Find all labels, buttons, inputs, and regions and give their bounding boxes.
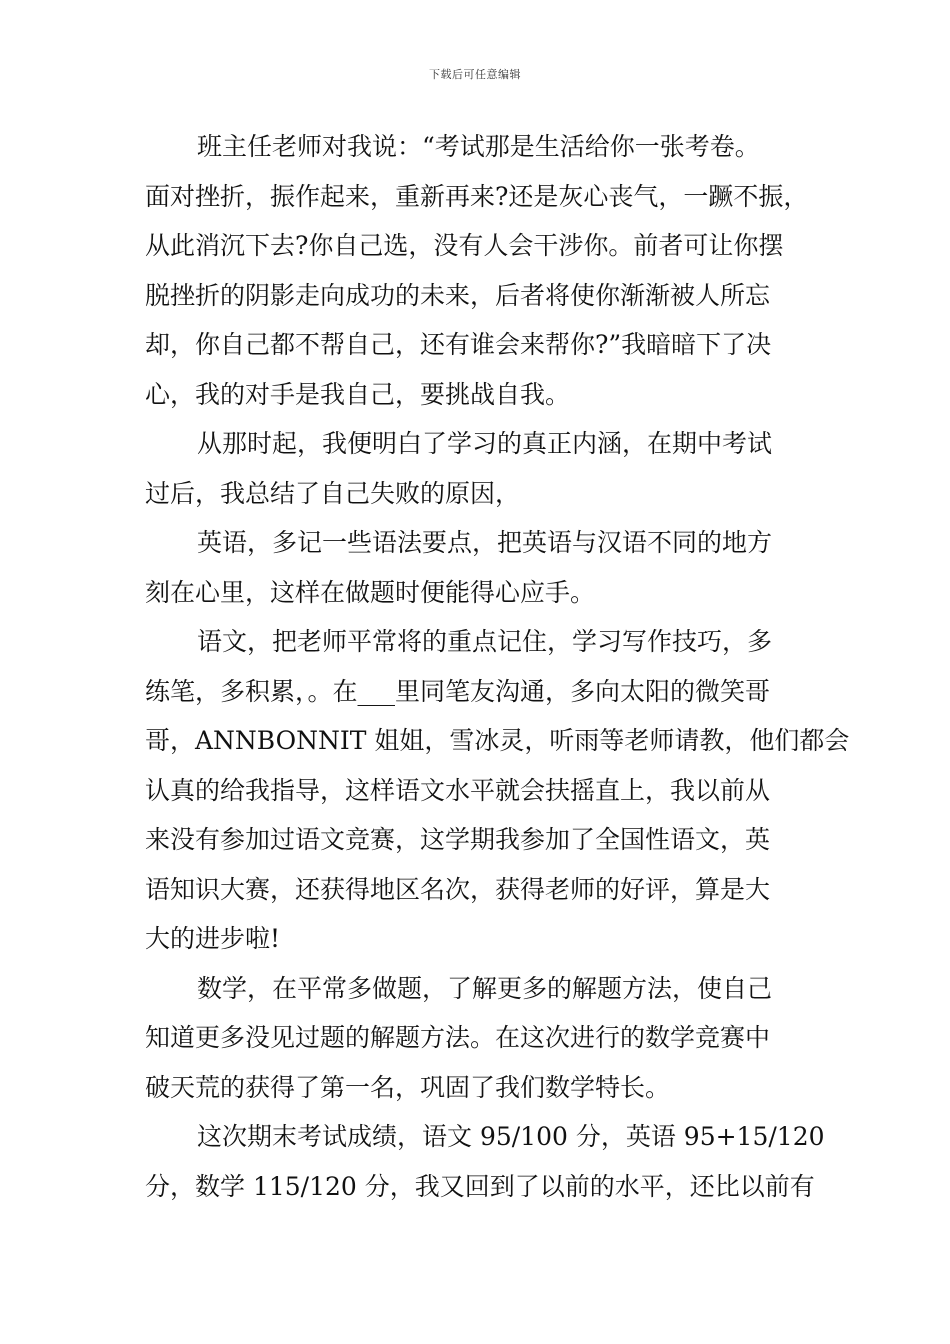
text-line: 过后，我总结了自己失败的原因， [145,478,521,508]
text-line: 知道更多没见过题的解题方法。在这次进行的数学竞赛中 [145,1023,771,1052]
text-line: 哥，ANNBONNIT 姐姐，雪冰灵，听雨等老师请教，他们都会 [145,726,850,755]
text-line: 语知识大赛，还获得地区名次，获得老师的好评，算是大 [145,874,771,904]
document-body [145,122,850,1211]
text-line: 认真的给我指导，这样语文水平就会扶摇直上，我以前从 [145,775,771,805]
text-line: 却，你自己都不帮自己，还有谁会来帮你?”我暗暗下了决 [145,330,772,359]
text-line: 这次期末考试成绩，语文 95/100 分，英语 95+15/120 [197,1122,825,1151]
text-line: 数学，在平常多做题，了解更多的解题方法，使自己 [197,973,773,1003]
text-line: 破天荒的获得了第一名，巩固了我们数学特长。 [145,1072,671,1102]
text-line: 语文，把老师平常将的重点记住，学习写作技巧，多 [197,627,773,656]
text-line: 大的进步啦! [145,924,281,953]
text-line: 刻在心里，这样在做题时便能得心应手。 [145,577,596,607]
text-line: 面对挫折，振作起来，重新再来?还是灰心丧气，一蹶不振， [145,181,809,211]
text-line: 来没有参加过语文竞赛，这学期我参加了全国性语文，英 [145,825,771,854]
text-line: 英语，多记一些语法要点，把英语与汉语不同的地方 [197,528,773,557]
text-line: 分，数学 115/120 分，我又回到了以前的水平，还比以前有 [145,1171,815,1201]
text-line: 班主任老师对我说：“考试那是生活给你一张考卷。 [197,132,760,161]
text-line: 脱挫折的阴影走向成功的未来，后者将使你渐渐被人所忘 [145,280,771,310]
text-line: 心，我的对手是我自己，要挑战自我。 [145,379,571,409]
page-header: 下载后可任意编辑 [429,68,521,81]
text-line: 从那时起，我便明白了学习的真正内涵，在期中考试 [197,429,773,458]
text-line: 从此消沉下去?你自己选，没有人会干涉你。前者可让你摆 [145,231,784,260]
text-line: 练笔，多积累，。在___里同笔友沟通，多向太阳的微笑哥 [145,676,771,706]
